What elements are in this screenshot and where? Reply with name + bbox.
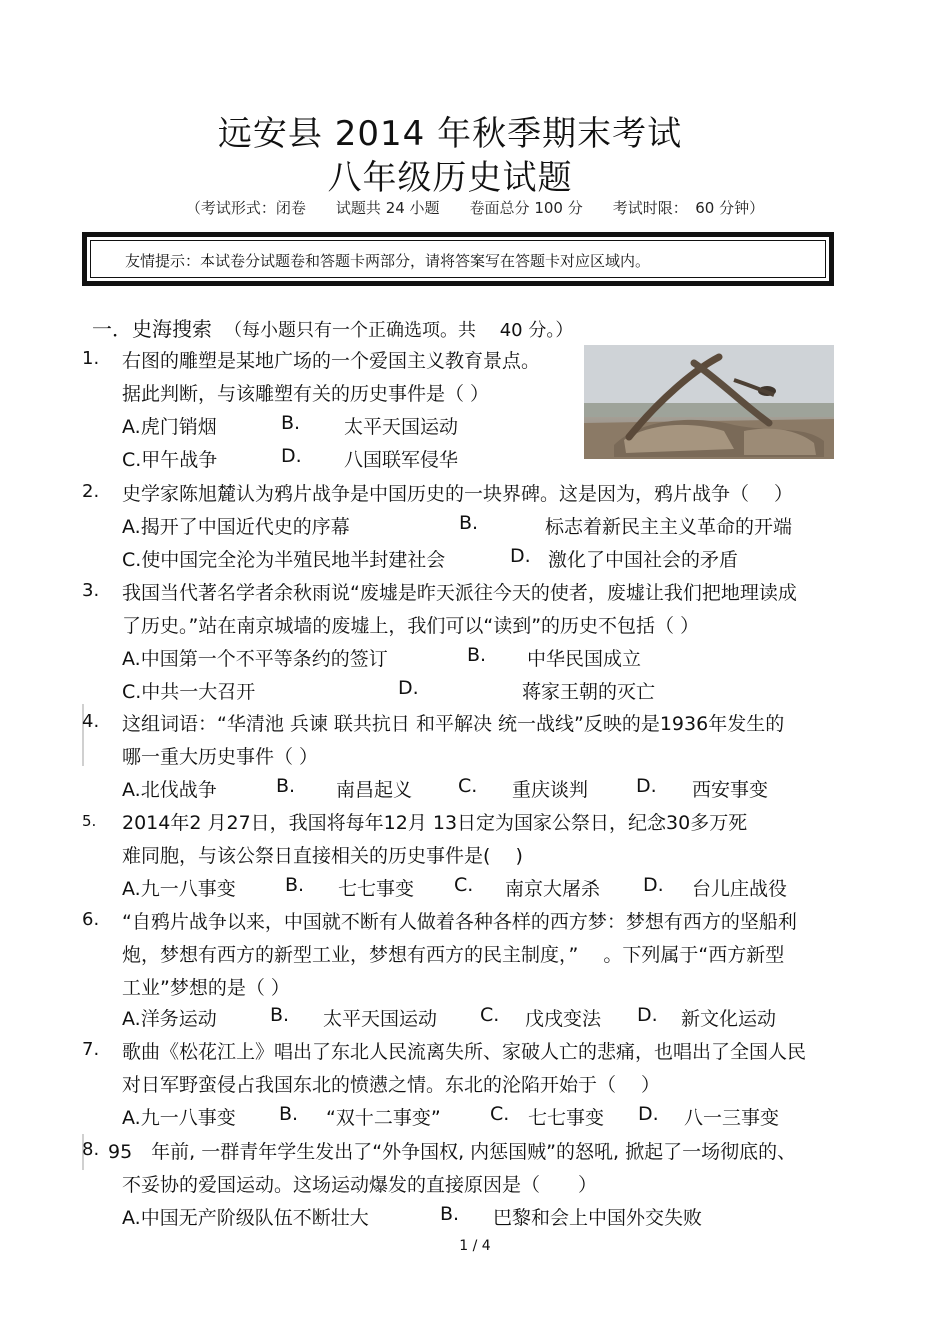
option-b-letter: B.: [467, 644, 487, 666]
question-text: 我国当代著名学者余秋雨说“废墟是昨天派往今天的使者，废墟让我们把地理读成: [122, 582, 797, 604]
question-number: 4.: [82, 711, 100, 732]
option-c: C.甲午战争: [122, 449, 218, 471]
option-b-letter: B.: [459, 512, 479, 534]
option-a: A.北伐战争: [122, 779, 217, 801]
question-text: 95 年前, 一群青年学生发出了“外争国权, 内惩国贼”的怒吼, 掀起了一场彻底的、: [108, 1141, 797, 1163]
question-number: 6.: [82, 909, 100, 930]
option-b: 南昌起义: [336, 779, 413, 801]
option-d-letter: D.: [637, 1004, 658, 1026]
question-text: 右图的雕塑是某地广场的一个爱国主义教育景点。: [122, 350, 541, 372]
option-c: C.使中国完全沦为半殖民地半封建社会: [122, 549, 446, 571]
option-c-letter: C.: [480, 1004, 500, 1026]
option-d: 西安事变: [692, 779, 769, 801]
option-a: A.中国第一个不平等条约的签订: [122, 648, 388, 670]
option-b: 巴黎和会上中国外交失败: [493, 1207, 703, 1229]
option-c: C.中共一大召开: [122, 681, 256, 703]
page-number: 1 / 4: [459, 1238, 491, 1254]
section-heading: [92, 313, 573, 342]
question-number: 1.: [82, 348, 100, 369]
option-b-letter: B.: [285, 874, 305, 896]
question-text: 歌曲《松花江上》唱出了东北人民流离失所、家破人亡的悲痛，也唱出了全国人民: [122, 1041, 807, 1063]
option-c: 重庆谈判: [512, 779, 589, 801]
question-text: 难同胞，与该公祭日直接相关的历史事件是( ): [122, 845, 523, 867]
option-d-letter: D.: [636, 775, 657, 797]
section-title: 一．史海搜索: [92, 317, 212, 341]
question-text: 据此判断，与该雕塑有关的历史事件是（ ）: [122, 383, 490, 405]
question-text: 炮，梦想有西方的新型工业，梦想有西方的民主制度，” 。下列属于“西方新型: [122, 944, 785, 966]
option-d: 八一三事变: [684, 1107, 780, 1129]
question-text: 这组词语：“华清池 兵谏 联共抗日 和平解决 统一战线”反映的是1936年发生的: [122, 713, 785, 735]
sculpture-illustration: [584, 345, 834, 459]
question-number: 2.: [82, 481, 100, 502]
option-d-letter: D.: [638, 1103, 659, 1125]
option-c-letter: C.: [490, 1103, 510, 1125]
question-number: 7.: [82, 1039, 100, 1060]
question-text: 了历史。”站在南京城墙的废墟上，我们可以“读到”的历史不包括（ ）: [122, 615, 700, 637]
option-d-letter: D.: [281, 445, 302, 467]
option-b: 标志着新民主主义革命的开端: [545, 516, 793, 538]
option-c: 戊戌变法: [525, 1008, 602, 1030]
question-text: 不妥协的爱国运动。这场运动爆发的直接原因是（ ）: [122, 1174, 598, 1196]
option-b-letter: B.: [281, 412, 301, 434]
option-c-letter: C.: [454, 874, 474, 896]
question-number: 3.: [82, 580, 100, 601]
question-text: 2014年2 月27日，我国将每年12月 13日定为国家公祭日，纪念30多万死: [122, 812, 748, 834]
option-d-letter: D.: [398, 677, 419, 699]
option-b: “双十二事变”: [326, 1107, 441, 1129]
exam-title-line2: 八年级历史试题: [327, 158, 573, 198]
option-a: A.洋务运动: [122, 1008, 217, 1030]
option-b-letter: B.: [270, 1004, 290, 1026]
option-b-letter: B.: [440, 1203, 460, 1225]
option-b: 中华民国成立: [527, 648, 642, 670]
option-d: 蒋家王朝的灭亡: [522, 681, 656, 703]
option-d-letter: D.: [643, 874, 664, 896]
option-c: 七七事变: [528, 1107, 605, 1129]
tip-box: [82, 232, 834, 286]
section-note: （每小题只有一个正确选项。共 40 分。）: [224, 320, 574, 341]
option-d: 八国联军侵华: [344, 449, 459, 471]
tip-text: 友情提示：本试卷分试题卷和答题卡两部分，请将答案写在答题卡对应区域内。: [125, 252, 651, 270]
option-d: 新文化运动: [681, 1008, 777, 1030]
question-text: 哪一重大历史事件（ ）: [122, 746, 319, 768]
question-number: 5.: [82, 812, 97, 830]
exam-title-line1: 远安县 2014 年秋季期末考试: [217, 114, 683, 154]
option-b: 太平天国运动: [323, 1008, 438, 1030]
option-d-letter: D.: [510, 545, 531, 567]
question-number: 8.: [82, 1139, 100, 1160]
option-b: 太平天国运动: [344, 416, 459, 438]
question-text: “自鸦片战争以来，中国就不断有人做着各种各样的西方梦：梦想有西方的坚船利: [122, 911, 797, 933]
option-a: A.九一八事变: [122, 878, 236, 900]
sculpture-photo: [584, 345, 834, 459]
option-a: A.中国无产阶级队伍不断壮大: [122, 1207, 369, 1229]
option-d: 台儿庄战役: [692, 878, 788, 900]
question-text: 工业”梦想的是（ ）: [122, 977, 290, 999]
exam-info: （考试形式：闭卷 试题共 24 小题 卷面总分 100 分 考试时限： 60 分钟）: [185, 199, 765, 217]
option-a: A.揭开了中国近代史的序幕: [122, 516, 350, 538]
option-a: A.虎门销烟: [122, 416, 217, 438]
question-text: 对日军野蛮侵占我国东北的愤懑之情。东北的沦陷开始于（ ）: [122, 1074, 661, 1096]
option-c-letter: C.: [458, 775, 478, 797]
option-b: 七七事变: [338, 878, 415, 900]
option-b-letter: B.: [276, 775, 296, 797]
question-text: 史学家陈旭麓认为鸦片战争是中国历史的一块界碑。这是因为，鸦片战争（ ）: [122, 483, 794, 505]
option-b-letter: B.: [279, 1103, 299, 1125]
option-d: 激化了中国社会的矛盾: [548, 549, 739, 571]
option-c: 南京大屠杀: [505, 878, 601, 900]
option-a: A.九一八事变: [122, 1107, 236, 1129]
